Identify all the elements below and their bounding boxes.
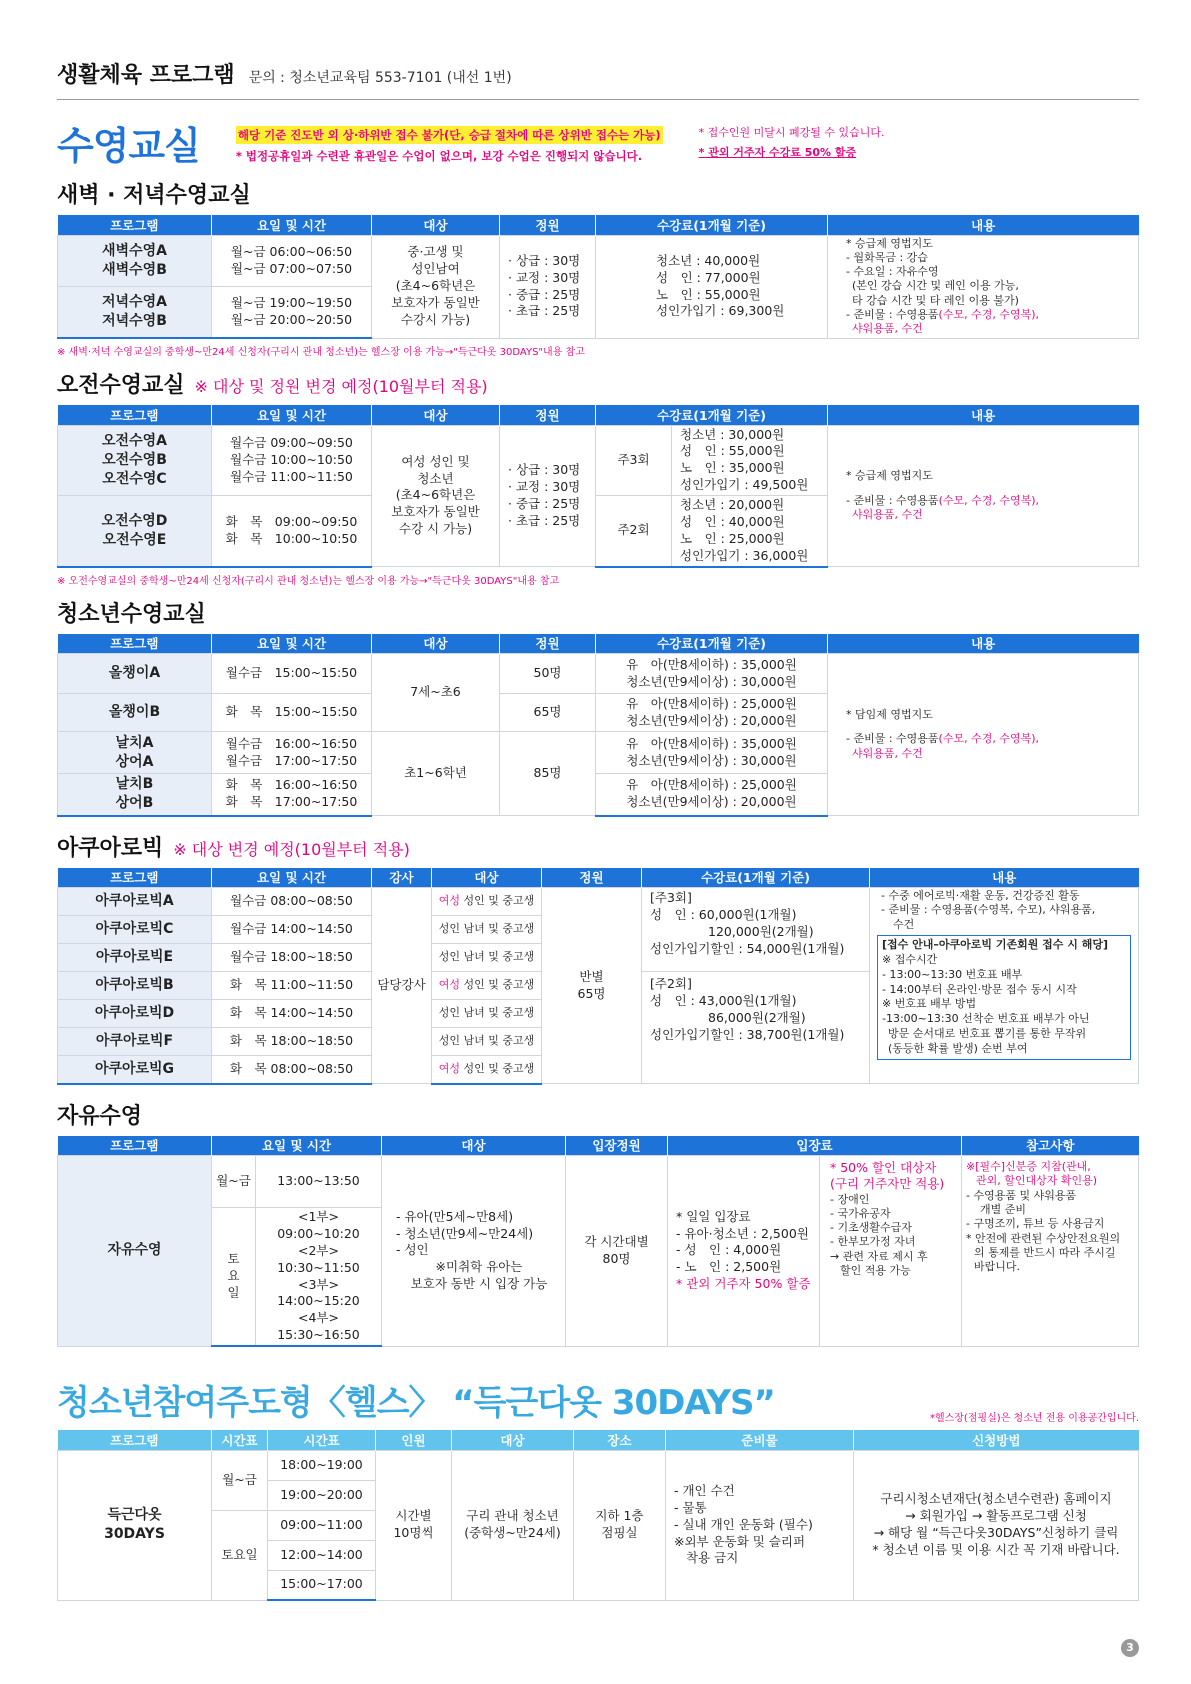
program-cell: 아쿠아로빅D [58, 1000, 212, 1028]
free-table [57, 1136, 1139, 1348]
time-cell: 13:00~13:50 [256, 1156, 382, 1208]
youth-table [57, 634, 1139, 817]
col-header: 수강료(1개월 기준) [596, 634, 828, 654]
capacity-cell: 50명 [500, 654, 596, 694]
fee-cell: 유 아(만8세이하) : 35,000원 청소년(만9세이상) : 30,000원 [596, 654, 828, 694]
program-cell: 아쿠아로빅G [58, 1056, 212, 1084]
col-header: 요일 및 시간 [212, 405, 372, 425]
time-cell: 화 목 09:00~09:50 화 목 10:00~10:50 [212, 496, 372, 567]
col-header: 참고사항 [962, 1136, 1139, 1156]
youth-heading [57, 597, 1139, 628]
program-cell: 득근다옷 30DAYS [58, 1450, 212, 1600]
col-header: 대상 [432, 868, 542, 888]
col-header: 준비물 [666, 1430, 854, 1450]
day-cell: 월~금 [212, 1156, 256, 1208]
pool-notices-right [699, 124, 885, 160]
program-cell: 아쿠아로빅E [58, 944, 212, 972]
people-cell: 시간별 10명씩 [376, 1450, 452, 1600]
program-cell: 새벽수영A 새벽수영B [58, 235, 212, 286]
health-heading [57, 1375, 1139, 1424]
content-cell: - 수중 에어로빅·재활 운동, 건강증진 활동 - 준비물 : 수영용품(수영복, 수모), 샤워용품, 수건 [접수 안내–아쿠아로빅 기존회원 접수 시 해당] ※ 접수시간 - 13:00~13:30 번호표 배부 - 14:00부터 온라인·방문 접수 동시 시작 ※ 번호표 배부 방법 -13:00~13:30 선착순 번호표 배부가 아닌 방문 순서대로 번호표 뽑기를 통한 무작위 (동등한 확률 발생) 순번 부여 [870, 888, 1139, 1084]
youth-title: 청소년수영교실 [57, 601, 206, 627]
page-title: 생활체육 프로그램 [57, 63, 235, 88]
reference-cell: ※[필수]신분증 지참(관내, 관외, 할인대상자 확인용) - 수영용품 및 샤워용품 개별 준비 - 구명조끼, 튜브 등 사용금지 * 안전에 관련된 수상안전요원의 의 통제를 반드시 따라 주시길 바랍니다. [962, 1156, 1139, 1347]
health-table [57, 1430, 1139, 1601]
col-header: 요일 및 시간 [212, 215, 372, 235]
morning-title: 오전수영교실 [57, 373, 185, 399]
col-header: 신청방법 [854, 1430, 1139, 1450]
capacity-cell: 반별 65명 [542, 888, 642, 1084]
col-header: 내용 [828, 405, 1139, 425]
place-cell: 지하 1층 점핑실 [574, 1450, 666, 1600]
health-title: 청소년참여주도형〈헬스〉 “득근다옷 30DAYS” [57, 1383, 775, 1424]
content-cell: * 승급제 영법지도 - 월화목금 : 강습 - 수요일 : 자유수영 (본인 강습 시간 및 레인 이용 가능, 타 강습 시간 및 타 레인 이용 불가) - 준비물 : 수영용품(수모, 수경, 수영복), 샤워용품, 수건 [828, 235, 1139, 338]
col-header: 내용 [828, 634, 1139, 654]
content-cell: * 담임제 영법지도 - 준비물 : 수영용품(수모, 수경, 수영복), 샤워용품, 수건 [828, 654, 1139, 816]
col-header: 프로그램 [58, 215, 212, 235]
content-cell: * 승급제 영법지도 - 준비물 : 수영용품(수모, 수경, 수영복), 샤워용품, 수건 [828, 425, 1139, 567]
capacity-cell: 65명 [500, 694, 596, 732]
frequency-cell: 주2회 [596, 496, 672, 567]
time-cell: 월~금 06:00~06:50 월~금 07:00~07:50 [212, 235, 372, 286]
program-cell: 올챙이B [58, 694, 212, 732]
dawn-title: 새벽 · 저녁수영교실 [57, 183, 251, 208]
pool-heading [57, 124, 1139, 168]
discount-cell: * 50% 할인 대상자 (구리 거주자만 적용) - 장애인 - 국가유공자 - 기초생활수급자 - 한부모가정 자녀 → 관련 자료 제시 후 할인 적용 가능 [820, 1156, 962, 1347]
target-cell: 여성 성인 및 청소년 (초4~6학년은 보호자가 동일반 수강 시 가능) [372, 425, 500, 567]
frequency-cell: 주3회 [596, 425, 672, 496]
free-title: 자유수영 [57, 1103, 143, 1129]
fee-cell: 청소년 : 20,000원 성 인 : 40,000원 노 인 : 25,000원 성인가입기 : 36,000원 [672, 496, 828, 567]
fee-cell: 청소년 : 40,000원 성 인 : 77,000원 노 인 : 55,000원 성인가입기 : 69,300원 [596, 235, 828, 338]
program-cell: 자유수영 [58, 1156, 212, 1347]
target-cell: 중·고생 및 성인남여 (초4~6학년은 보호자가 동일반 수강시 가능) [372, 235, 500, 338]
target-cell: 초1~6학년 [372, 732, 500, 816]
time-cell: 화 목 08:00~08:50 [212, 1056, 372, 1084]
instructor-cell: 담당강사 [372, 888, 432, 1084]
morning-memo: ※ 대상 및 정원 변경 예정(10월부터 적용) [194, 377, 488, 397]
target-cell: 여성 성인 및 중고생 [432, 972, 542, 1000]
dawn-table [57, 215, 1139, 339]
prep-cell: - 개인 수건 - 물통 - 실내 개인 운동화 (필수) ※외부 운동화 및 슬리퍼 착용 금지 [666, 1450, 854, 1600]
col-header: 시간표 [212, 1430, 268, 1450]
target-cell: 여성 성인 및 중고생 [432, 888, 542, 916]
aqua-heading [57, 831, 1139, 862]
capacity-cell: 각 시간대별 80명 [566, 1156, 668, 1347]
time-cell: 월~금 19:00~19:50 월~금 20:00~20:50 [212, 286, 372, 338]
col-header: 프로그램 [58, 868, 212, 888]
col-header: 입장료 [668, 1136, 962, 1156]
apply-cell: 구리시청소년재단(청소년수련관) 홈페이지 → 회원가입 → 활동프로그램 신청 → 해당 월 “득근다옷30DAYS”신청하기 클릭 * 청소년 이름 및 이용 시간 꼭 기재 바랍니다. [854, 1450, 1139, 1600]
col-header: 요일 및 시간 [212, 868, 372, 888]
col-header: 대상 [372, 405, 500, 425]
program-cell: 날치A 상어A [58, 732, 212, 774]
aqua-title: 아쿠아로빅 [57, 835, 164, 861]
col-header: 대상 [452, 1430, 574, 1450]
capacity-cell: · 상급 : 30명 · 교정 : 30명 · 중급 : 25명 · 초급 : 25명 [500, 235, 596, 338]
col-header: 프로그램 [58, 405, 212, 425]
col-header: 수강료(1개월 기준) [596, 215, 828, 235]
pool-notices [236, 124, 663, 164]
target-cell: 성인 남녀 및 중고생 [432, 1000, 542, 1028]
col-header: 요일 및 시간 [212, 634, 372, 654]
target-cell: 구리 관내 청소년 (중학생~만24세) [452, 1450, 574, 1600]
col-header: 강사 [372, 868, 432, 888]
col-header: 대상 [382, 1136, 566, 1156]
col-header: 프로그램 [58, 1430, 212, 1450]
time-cell: 15:00~17:00 [268, 1570, 376, 1600]
page-header [57, 58, 1139, 100]
free-heading [57, 1099, 1139, 1130]
col-header: 수강료(1개월 기준) [596, 405, 828, 425]
pool-notice-holiday: * 법정공휴일과 수련관 휴관일은 수업이 없으며, 보강 수업은 진행되지 않습니다. [235, 149, 643, 163]
morning-heading [57, 368, 1139, 399]
program-cell: 저녁수영A 저녁수영B [58, 286, 212, 338]
time-cell: 12:00~14:00 [268, 1540, 376, 1570]
target-cell: 성인 남녀 및 중고생 [432, 944, 542, 972]
program-cell: 오전수영A 오전수영B 오전수영C [58, 425, 212, 496]
time-cell: 월수금 18:00~18:50 [212, 944, 372, 972]
fee-cell: * 일일 입장료 - 유아·청소년 : 2,500원 - 성 인 : 4,000원 - 노 인 : 2,500원 * 관외 거주자 50% 할증 [668, 1156, 820, 1347]
pool-notice-highlight: 해당 기준 진도반 외 상·하위반 접수 불가(단, 승급 절차에 따른 상위반 접수는 가능) [237, 128, 661, 142]
aqua-table [57, 868, 1139, 1085]
time-cell: 화 목 15:00~15:50 [212, 694, 372, 732]
col-header: 입장정원 [566, 1136, 668, 1156]
fee-cell: 유 아(만8세이하) : 25,000원 청소년(만9세이상) : 20,000원 [596, 774, 828, 816]
time-cell: 월수금 15:00~15:50 [212, 654, 372, 694]
day-cell: 토요일 [212, 1510, 268, 1600]
time-cell: 09:00~11:00 [268, 1510, 376, 1540]
program-cell: 아쿠아로빅F [58, 1028, 212, 1056]
program-cell: 아쿠아로빅A [58, 888, 212, 916]
day-cell: 토 요 일 [212, 1208, 256, 1347]
col-header: 정원 [542, 868, 642, 888]
target-cell: 성인 남녀 및 중고생 [432, 1028, 542, 1056]
col-header: 프로그램 [58, 1136, 212, 1156]
time-cell: 월수금 14:00~14:50 [212, 916, 372, 944]
program-cell: 올챙이A [58, 654, 212, 694]
time-cell: 월수금 09:00~09:50 월수금 10:00~10:50 월수금 11:00~11:50 [212, 425, 372, 496]
target-cell: 성인 남녀 및 중고생 [432, 916, 542, 944]
contact-info: 문의 : 청소년교육팀 553-7101 (내선 1번) [248, 70, 512, 86]
program-cell: 날치B 상어B [58, 774, 212, 816]
target-cell: - 유아(만5세~만8세) - 청소년(만9세~만24세) - 성인 ※미취학 유아는 보호자 동반 시 입장 가능 [382, 1156, 566, 1347]
col-header: 장소 [574, 1430, 666, 1450]
col-header: 정원 [500, 215, 596, 235]
dawn-heading [57, 178, 1139, 209]
program-cell: 오전수영D 오전수영E [58, 496, 212, 567]
col-header: 내용 [828, 215, 1139, 235]
col-header: 프로그램 [58, 634, 212, 654]
aqua-memo: ※ 대상 변경 예정(10월부터 적용) [173, 839, 410, 859]
morning-note: ※ 오전수영교실의 중학생~만24세 신청자(구리시 관내 청소년)는 헬스장 이용 가능→"득근다옷 30DAYS"내용 참고 [57, 575, 560, 587]
col-header: 대상 [372, 215, 500, 235]
time-cell: 월수금 16:00~16:50 월수금 17:00~17:50 [212, 732, 372, 774]
fee-cell: 유 아(만8세이하) : 25,000원 청소년(만9세이상) : 20,000원 [596, 694, 828, 732]
fee-cell-2x: [주2회] 성 인 : 43,000원(1개월) 86,000원(2개월) 성인가입기할인 : 38,700원(1개월) [642, 972, 870, 1084]
fee-cell: 유 아(만8세이하) : 35,000원 청소년(만9세이상) : 30,000원 [596, 732, 828, 774]
health-note: *헬스장(점핑실)은 청소년 전용 이용공간입니다. [929, 1413, 1139, 1425]
time-cell: 화 목 18:00~18:50 [212, 1028, 372, 1056]
capacity-cell: · 상급 : 30명 · 교정 : 30명 · 중급 : 25명 · 초급 : 25명 [500, 425, 596, 567]
time-cell: 화 목 14:00~14:50 [212, 1000, 372, 1028]
time-cell: 19:00~20:00 [268, 1480, 376, 1510]
col-header: 인원 [376, 1430, 452, 1450]
time-cell: 화 목 11:00~11:50 [212, 972, 372, 1000]
col-header: 정원 [500, 634, 596, 654]
dawn-note: ※ 새벽·저녁 수영교실의 중학생~만24세 신청자(구리시 관내 청소년)는 헬스장 이용 가능→"득근다옷 30DAYS"내용 참고 [57, 347, 585, 359]
pool-title: 수영교실 [57, 124, 200, 168]
fee-cell: 청소년 : 30,000원 성 인 : 55,000원 노 인 : 35,000원 성인가입기 : 49,500원 [672, 425, 828, 496]
program-cell: 아쿠아로빅C [58, 916, 212, 944]
col-header: 내용 [870, 868, 1139, 888]
col-header: 대상 [372, 634, 500, 654]
time-cell: <1부> 09:00~10:20 <2부> 10:30~11:50 <3부> 14:00~15:20 <4부> 15:30~16:50 [256, 1208, 382, 1347]
col-header: 요일 및 시간 [212, 1136, 382, 1156]
page [57, 58, 1139, 1601]
program-cell: 아쿠아로빅B [58, 972, 212, 1000]
aqua-registration-box: [접수 안내–아쿠아로빅 기존회원 접수 시 해당] ※ 접수시간 - 13:00~13:30 번호표 배부 - 14:00부터 온라인·방문 접수 동시 시작 ※ 번호표 배부 방법 -13:00~13:30 선착순 번호표 배부가 아닌 방문 순서대로 번호표 뽑기를 통한 무작위 (동등한 확률 발생) 순번 부여 [877, 935, 1131, 1060]
col-header: 시간표 [268, 1430, 376, 1450]
time-cell: 월수금 08:00~08:50 [212, 888, 372, 916]
target-cell: 여성 성인 및 중고생 [432, 1056, 542, 1084]
time-cell: 화 목 16:00~16:50 화 목 17:00~17:50 [212, 774, 372, 816]
target-cell: 7세~초6 [372, 654, 500, 732]
fee-cell-3x: [주3회] 성 인 : 60,000원(1개월) 120,000원(2개월) 성인가입기할인 : 54,000원(1개월) [642, 888, 870, 972]
morning-table [57, 405, 1139, 568]
pool-notice-surcharge: * 관외 거주자 수강료 50% 할증 [698, 146, 857, 159]
page-number: 3 [1121, 1639, 1139, 1657]
day-cell: 월~금 [212, 1450, 268, 1510]
col-header: 정원 [500, 405, 596, 425]
time-cell: 18:00~19:00 [268, 1450, 376, 1480]
pool-notice-cancel: * 접수인원 미달시 폐강될 수 있습니다. [698, 126, 885, 139]
col-header: 수강료(1개월 기준) [642, 868, 870, 888]
capacity-cell: 85명 [500, 732, 596, 816]
